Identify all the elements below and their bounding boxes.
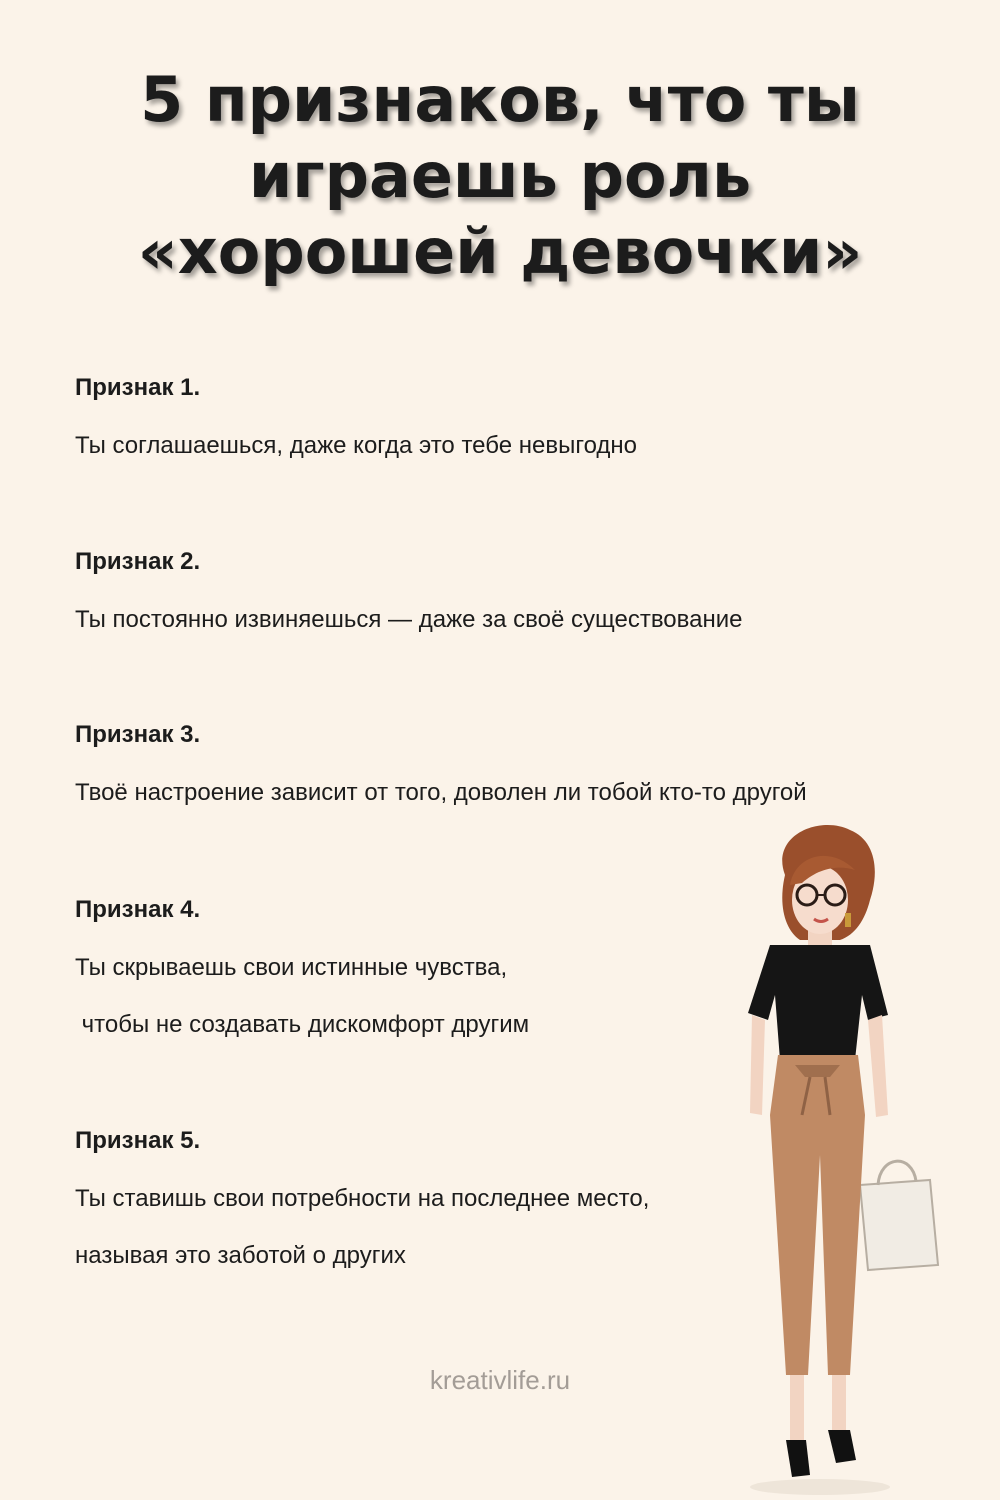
- page-title: [0, 62, 1000, 290]
- sign-5-text-line-1: Ты ставишь свои потребности на последнее место,: [75, 1185, 650, 1212]
- sign-4-text-line-2: чтобы не создавать дискомфорт другим: [75, 1011, 530, 1038]
- sign-4-heading: Признак 4.: [75, 896, 201, 923]
- title-line-1: 5 признаков, что ты: [140, 63, 860, 136]
- sign-1-text: Ты соглашаешься, даже когда это тебе невыгодно: [75, 432, 637, 459]
- sign-5-heading: Признак 5.: [75, 1127, 201, 1154]
- sign-4-text-line-1: Ты скрываешь свои истинные чувства,: [75, 954, 508, 981]
- title-line-2: играешь роль: [248, 139, 752, 212]
- woman-illustration: [690, 815, 990, 1500]
- sign-5-text-line-2: называя это заботой о других: [75, 1242, 406, 1269]
- sign-2-heading: Признак 2.: [75, 548, 201, 575]
- sign-3-heading: Признак 3.: [75, 721, 201, 748]
- sign-2-text: Ты постоянно извиняешься — даже за своё существование: [75, 606, 743, 633]
- sign-3-text: Твоё настроение зависит от того, доволен ли тобой кто-то другой: [75, 779, 807, 806]
- title-line-3: «хорошей девочки»: [137, 215, 863, 288]
- site-watermark: kreativlife.ru: [429, 1365, 571, 1395]
- sign-1-heading: Признак 1.: [75, 374, 201, 401]
